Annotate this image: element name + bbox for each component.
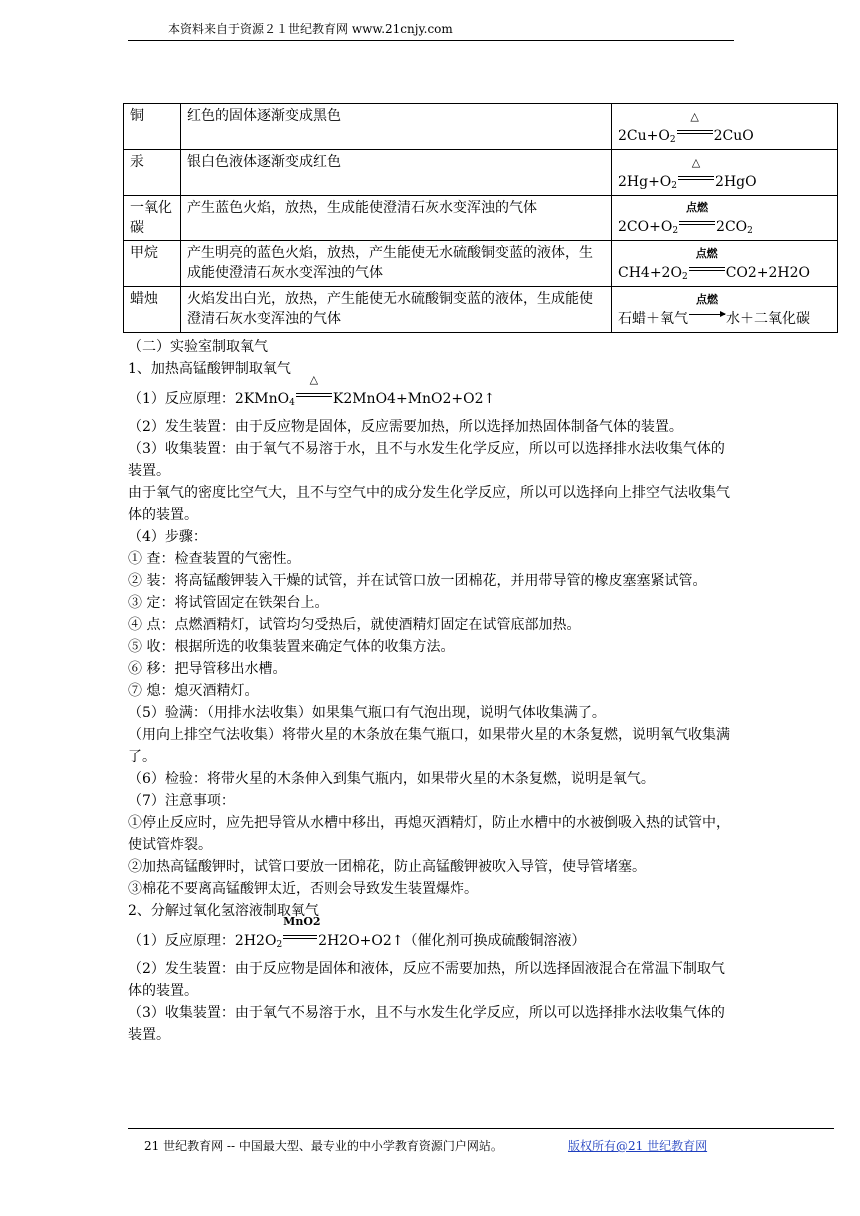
- reaction-table: [123, 103, 838, 333]
- paragraph: （3）收集装置：由于氧气不易溶于水，且不与水发生化学反应，所以可以选择排水法收集气体的装置。: [128, 1005, 725, 1043]
- copyright-link[interactable]: 版权所有@21 世纪教育网: [568, 1139, 708, 1153]
- section-heading: （二）实验室制取氧气: [128, 339, 268, 355]
- note-item: ③棉花不要离高锰酸钾太近，否则会导致发生装置爆炸。: [128, 881, 478, 897]
- step-item: ⑤ 收：根据所选的收集装置来确定气体的收集方法。: [128, 639, 455, 655]
- step-item: ④ 点：点燃酒精灯，试管均匀受热后，就使酒精灯固定在试管底部加热。: [128, 617, 581, 633]
- phenomenon: 产生明亮的蓝色火焰，放热，产生能使无水硫酸铜变蓝的液体，生成能使澄清石灰水变浑浊的气体: [181, 241, 612, 287]
- substance-name: 铜: [124, 104, 181, 150]
- step-item: ② 装：将高锰酸钾装入干燥的试管，并在试管口放一团棉花，并用带导管的橡皮塞塞紧试管。: [128, 573, 707, 589]
- paragraph: （7）注意事项：: [128, 793, 235, 809]
- reaction-principle: （1）反应原理：$2H2O_2$ MnO2 2H2O+O2↑（催化剂可换成硫酸铜溶液）: [128, 915, 586, 950]
- substance-name: 甲烷: [124, 241, 181, 287]
- substance-name: 一氧化碳: [124, 196, 181, 241]
- paragraph: （用向上排空气法收集）将带火星的木条放在集气瓶口，如果带火星的木条复燃，说明氧气收集满了。: [128, 727, 730, 765]
- table-row: [124, 150, 838, 196]
- paragraph: （2）发生装置：由于反应物是固体，反应需要加热，所以选择加热固体制备气体的装置。: [128, 419, 683, 435]
- phenomenon: 银白色液体逐渐变成红色: [181, 150, 612, 196]
- table-row: [124, 104, 838, 150]
- phenomenon: 火焰发出白光，放热，产生能使无水硫酸铜变蓝的液体，生成能使澄清石灰水变浑浊的气体: [181, 287, 612, 333]
- subsection-heading: 1、加热高锰酸钾制取氧气: [128, 361, 291, 377]
- phenomenon: 红色的固体逐渐变成黑色: [181, 104, 612, 150]
- header-text: 本资料来自于资源２１世纪教育网 www.21cnjy.com: [168, 22, 453, 36]
- step-item: ⑥ 移：把导管移出水槽。: [128, 661, 287, 677]
- phenomenon: 产生蓝色火焰，放热，生成能使澄清石灰水变浑浊的气体: [181, 196, 612, 241]
- equation: $2Cu+O_2$ △ 2CuO: [612, 104, 838, 150]
- note-item: ①停止反应时，应先把导管从水槽中移出，再熄灭酒精灯，防止水槽中的水被倒吸入热的试管中，使试管炸裂。: [128, 815, 730, 853]
- paragraph: 由于氧气的密度比空气大，且不与空气中的成分发生化学反应，所以可以选择向上排空气法收集气体的装置。: [128, 485, 730, 523]
- paragraph: （5）验满：（用排水法收集）如果集气瓶口有气泡出现，说明气体收集满了。: [128, 705, 606, 721]
- substance-name: 汞: [124, 150, 181, 196]
- page-footer: [128, 1128, 834, 1155]
- substance-name: 蜡烛: [124, 287, 181, 333]
- paragraph: （6）检验：将带火星的木条伸入到集气瓶内，如果带火星的木条复燃，说明是氧气。: [128, 771, 655, 787]
- subsection-heading: 2、分解过氧化氢溶液制取氧气: [128, 903, 319, 919]
- footer-text: 21 世纪教育网 -- 中国最大型、最专业的中小学教育资源门户网站。: [144, 1139, 503, 1153]
- table-row: [124, 196, 838, 241]
- equation: $2Hg+O_2$ △ 2HgO: [612, 150, 838, 196]
- page-header: [128, 20, 734, 41]
- document-body: [128, 336, 734, 1046]
- step-item: ⑦ 熄：熄灭酒精灯。: [128, 683, 259, 699]
- equation: $2CO+O_2$ 点燃 $2CO_2$: [612, 196, 838, 241]
- step-item: ① 查：检查装置的气密性。: [128, 551, 301, 567]
- reaction-principle: （1）反应原理：2KMnO$_4$ △ K2MnO4+MnO2+O2↑: [128, 373, 496, 408]
- table-row: [124, 241, 838, 287]
- equation: 石蜡＋氧气 点燃 水＋二氧化碳: [612, 287, 838, 333]
- paragraph: （3）收集装置：由于氧气不易溶于水，且不与水发生化学反应，所以可以选择排水法收集气体的装置。: [128, 441, 725, 479]
- paragraph: （2）发生装置：由于反应物是固体和液体，反应不需要加热，所以选择固液混合在常温下制取气体的装置。: [128, 961, 725, 999]
- paragraph: （4）步骤：: [128, 529, 207, 545]
- equation: $CH4+2O_2$ 点燃 CO2+2H2O: [612, 241, 838, 287]
- table-row: [124, 287, 838, 333]
- step-item: ③ 定：将试管固定在铁架台上。: [128, 595, 329, 611]
- note-item: ②加热高锰酸钾时，试管口要放一团棉花，防止高锰酸钾被吹入导管，使导管堵塞。: [128, 859, 646, 875]
